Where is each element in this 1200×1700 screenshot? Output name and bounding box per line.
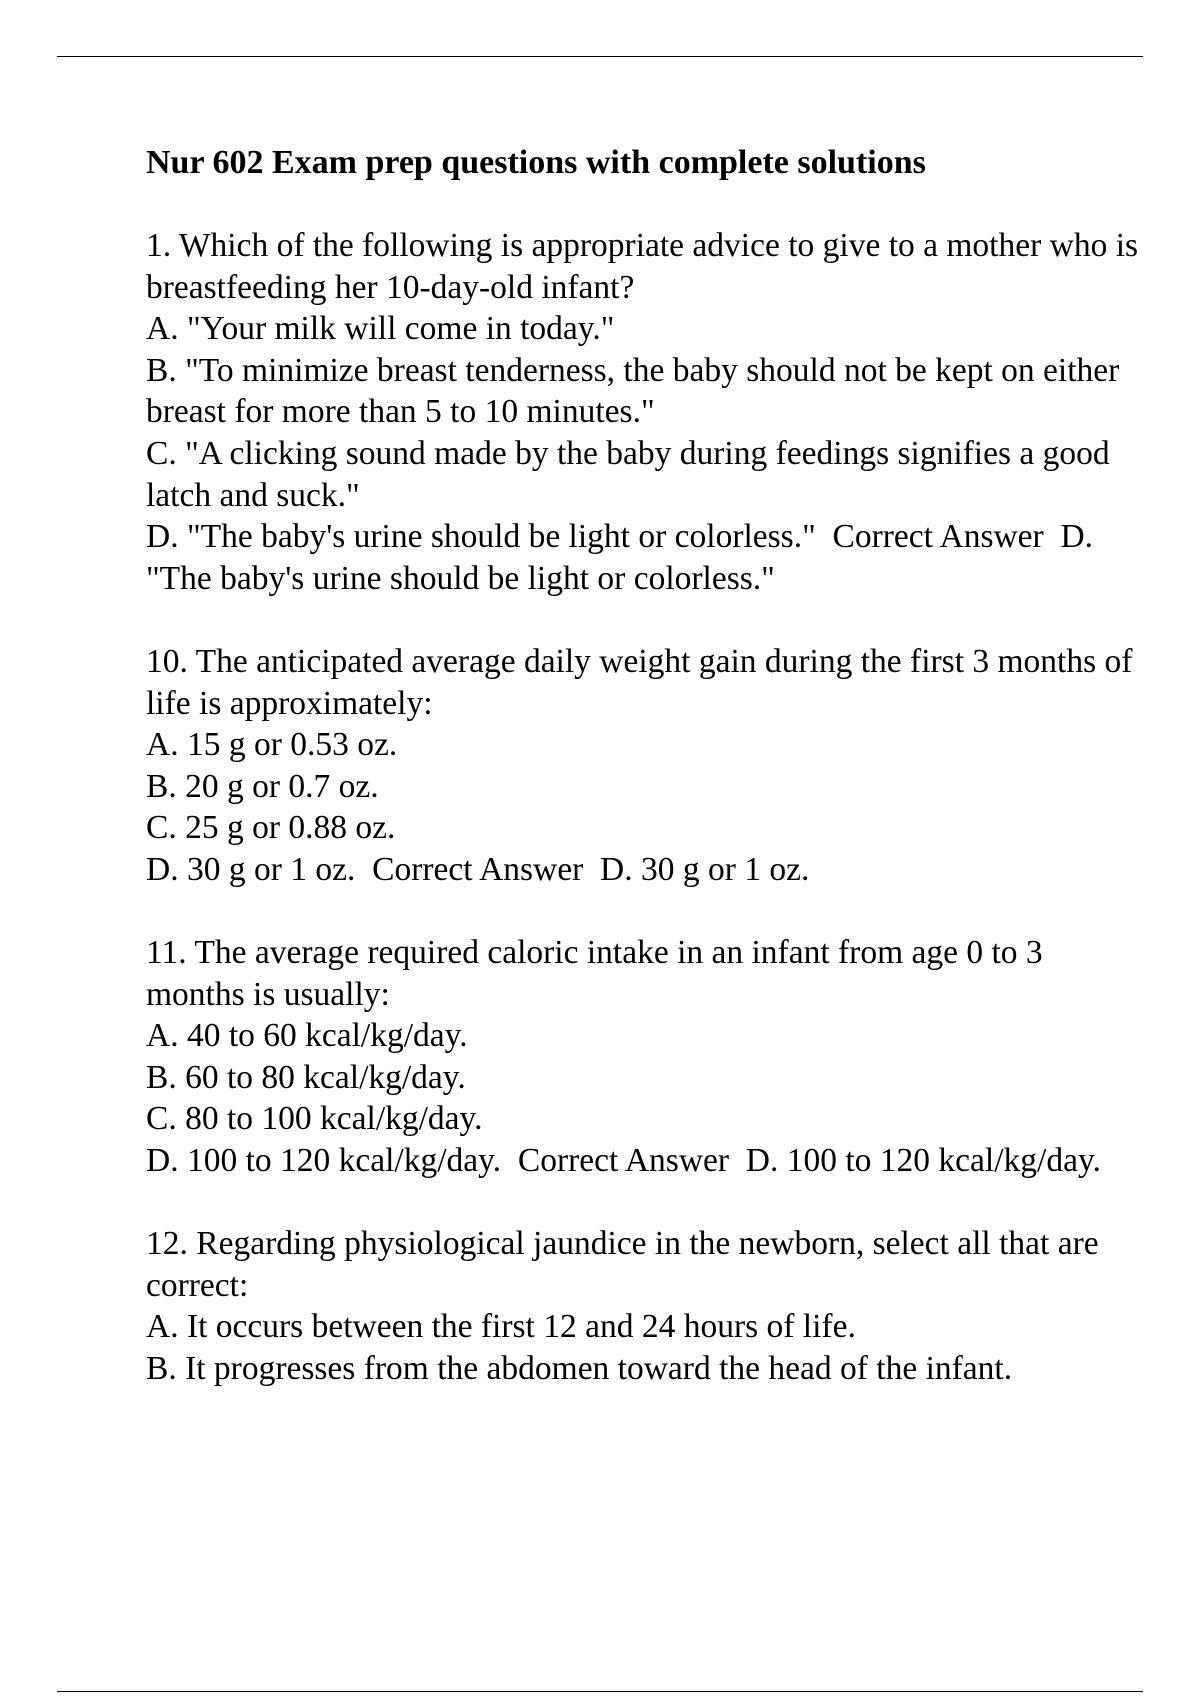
- question-stem: 11. The average required caloric intake in an infant from age 0 to 3 months is usually:: [146, 934, 1043, 1013]
- question-1: [146, 225, 1146, 599]
- correct-answer-label: Correct Answer: [832, 518, 1044, 556]
- correct-answer: D. 100 to 120 kcal/kg/day.: [745, 1142, 1101, 1180]
- option-c: C. 80 to 100 kcal/kg/day.: [146, 1100, 483, 1138]
- document-body: [146, 142, 1146, 1431]
- question-11: [146, 932, 1146, 1182]
- correct-answer-label: Correct Answer: [372, 850, 584, 888]
- option-d: D. 30 g or 1 oz.: [146, 850, 356, 888]
- question-stem: 12. Regarding physiological jaundice in the newborn, select all that are correct:: [146, 1225, 1099, 1304]
- option-d: D. "The baby's urine should be light or colorless.": [146, 518, 816, 556]
- question-stem: 1. Which of the following is appropriate advice to give to a mother who is breastfeeding her 10-day-old infant?: [146, 227, 1139, 306]
- correct-answer: D. "The baby's urine should be light or colorless.": [146, 518, 1094, 597]
- option-b: B. It progresses from the abdomen toward the head of the infant.: [146, 1350, 1013, 1388]
- correct-answer: D. 30 g or 1 oz.: [600, 850, 810, 888]
- bottom-rule: [57, 1691, 1143, 1692]
- option-b: B. "To minimize breast tenderness, the baby should not be kept on either breast for more than 5 to 10 minutes.": [146, 351, 1120, 431]
- option-b: B. 20 g or 0.7 oz.: [146, 767, 379, 805]
- question-stem: 10. The anticipated average daily weight gain during the first 3 months of life is approximately:: [146, 642, 1133, 722]
- option-c: C. "A clicking sound made by the baby during feedings signifies a good latch and suck.": [146, 434, 1110, 514]
- option-c: C. 25 g or 0.88 oz.: [146, 809, 396, 847]
- option-d-with-answer: [146, 1140, 1146, 1182]
- option-b: B. 60 to 80 kcal/kg/day.: [146, 1058, 466, 1096]
- top-rule: [57, 56, 1143, 57]
- correct-answer-label: Correct Answer: [517, 1142, 730, 1180]
- option-a: A. "Your milk will come in today.": [146, 310, 615, 348]
- question-10: [146, 641, 1146, 891]
- option-a: A. It occurs between the first 12 and 24 hours of life.: [146, 1308, 856, 1346]
- document-title: Nur 602 Exam prep questions with complete solutions: [146, 144, 926, 181]
- question-12: [146, 1223, 1146, 1389]
- option-a: A. 15 g or 0.53 oz.: [146, 726, 398, 764]
- option-d-with-answer: [146, 849, 1146, 891]
- option-d-with-answer: [146, 516, 1146, 599]
- option-a: A. 40 to 60 kcal/kg/day.: [146, 1017, 468, 1055]
- option-d: D. 100 to 120 kcal/kg/day.: [146, 1142, 502, 1180]
